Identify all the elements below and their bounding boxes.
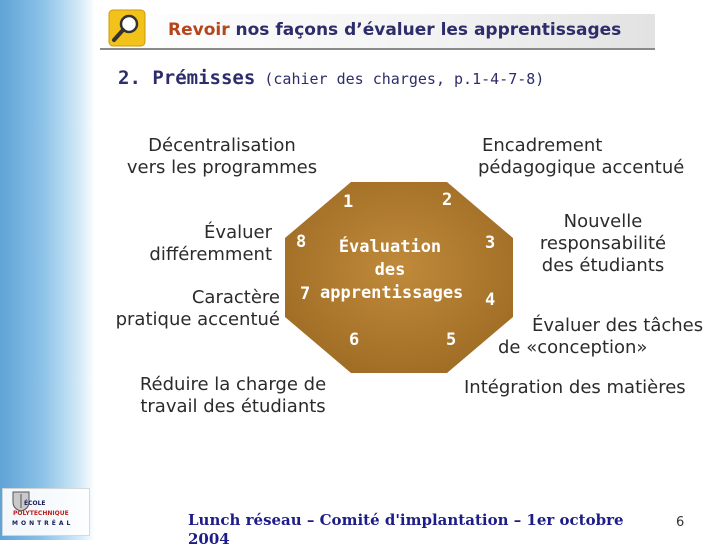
octagon-center-line-1: Évaluation: [338, 237, 442, 257]
label-caractere-line1: Caractère: [191, 287, 280, 308]
label-decentralisation-line1: Décentralisation: [148, 135, 296, 156]
label-nouvelle-line3: des étudiants: [541, 255, 665, 276]
footer-year: 2004: [188, 530, 230, 548]
label-caractere-line2: pratique accentué: [115, 309, 280, 330]
octagon-number-1: 1: [343, 192, 354, 212]
label-encadrement-line1: Encadrement: [482, 135, 603, 156]
label-evaluer-taches: [498, 315, 720, 359]
octagon-center-text: [320, 236, 464, 305]
label-integration: Intégration des matières: [464, 377, 686, 398]
label-reduire-charge: [120, 374, 346, 418]
header-title-rest: nos façons d’évaluer les apprentissages: [229, 20, 622, 40]
label-taches-line1: Évaluer des tâches: [532, 315, 704, 336]
section-title-main: 2. Prémisses: [118, 67, 256, 89]
octagon-number-3: 3: [485, 233, 496, 253]
label-encadrement: [478, 135, 710, 179]
octagon-number-2: 2: [442, 190, 453, 210]
label-evaluer-line2: différemment: [149, 244, 272, 265]
page-number: 6: [676, 515, 685, 530]
label-nouvelle-responsabilite: [528, 211, 678, 277]
logo-line-3: MONTRÉAL: [12, 520, 74, 527]
logo-line-1: ÉCOLE: [24, 500, 46, 507]
octagon-center-line-3: apprentissages: [320, 283, 464, 303]
footer-text: Lunch réseau – Comité d'implantation – 1er octobre: [188, 511, 624, 529]
label-reduire-line2: travail des étudiants: [140, 396, 326, 417]
label-reduire-line1: Réduire la charge de: [139, 374, 327, 395]
label-caractere-pratique: [100, 287, 280, 331]
label-evaluer-line1: Évaluer: [204, 222, 272, 243]
label-encadrement-line2: pédagogique accentué: [478, 157, 685, 178]
label-decentralisation: [114, 135, 330, 179]
label-nouvelle-line1: Nouvelle: [563, 211, 643, 232]
octagon-number-6: 6: [349, 330, 360, 350]
header-title-accent: Revoir: [168, 20, 230, 40]
octagon-center-line-2: des: [374, 260, 406, 280]
section-title: [118, 67, 544, 89]
label-taches-line2: de «conception»: [498, 337, 648, 358]
label-decentralisation-line2: vers les programmes: [126, 157, 318, 178]
octagon-number-7: 7: [300, 284, 311, 304]
label-evaluer: [130, 222, 272, 266]
label-nouvelle-line2: responsabilité: [539, 233, 667, 254]
header-title: [168, 20, 621, 40]
magnifier-icon: [105, 6, 149, 50]
octagon-number-5: 5: [446, 330, 457, 350]
section-subtitle: (cahier des charges, p.1-4-7-8): [264, 70, 545, 88]
left-gradient-sidebar: [0, 0, 95, 540]
octagon-number-4: 4: [485, 290, 496, 310]
logo-line-2: POLYTECHNIQUE: [13, 510, 69, 517]
octagon-number-8: 8: [296, 232, 307, 252]
